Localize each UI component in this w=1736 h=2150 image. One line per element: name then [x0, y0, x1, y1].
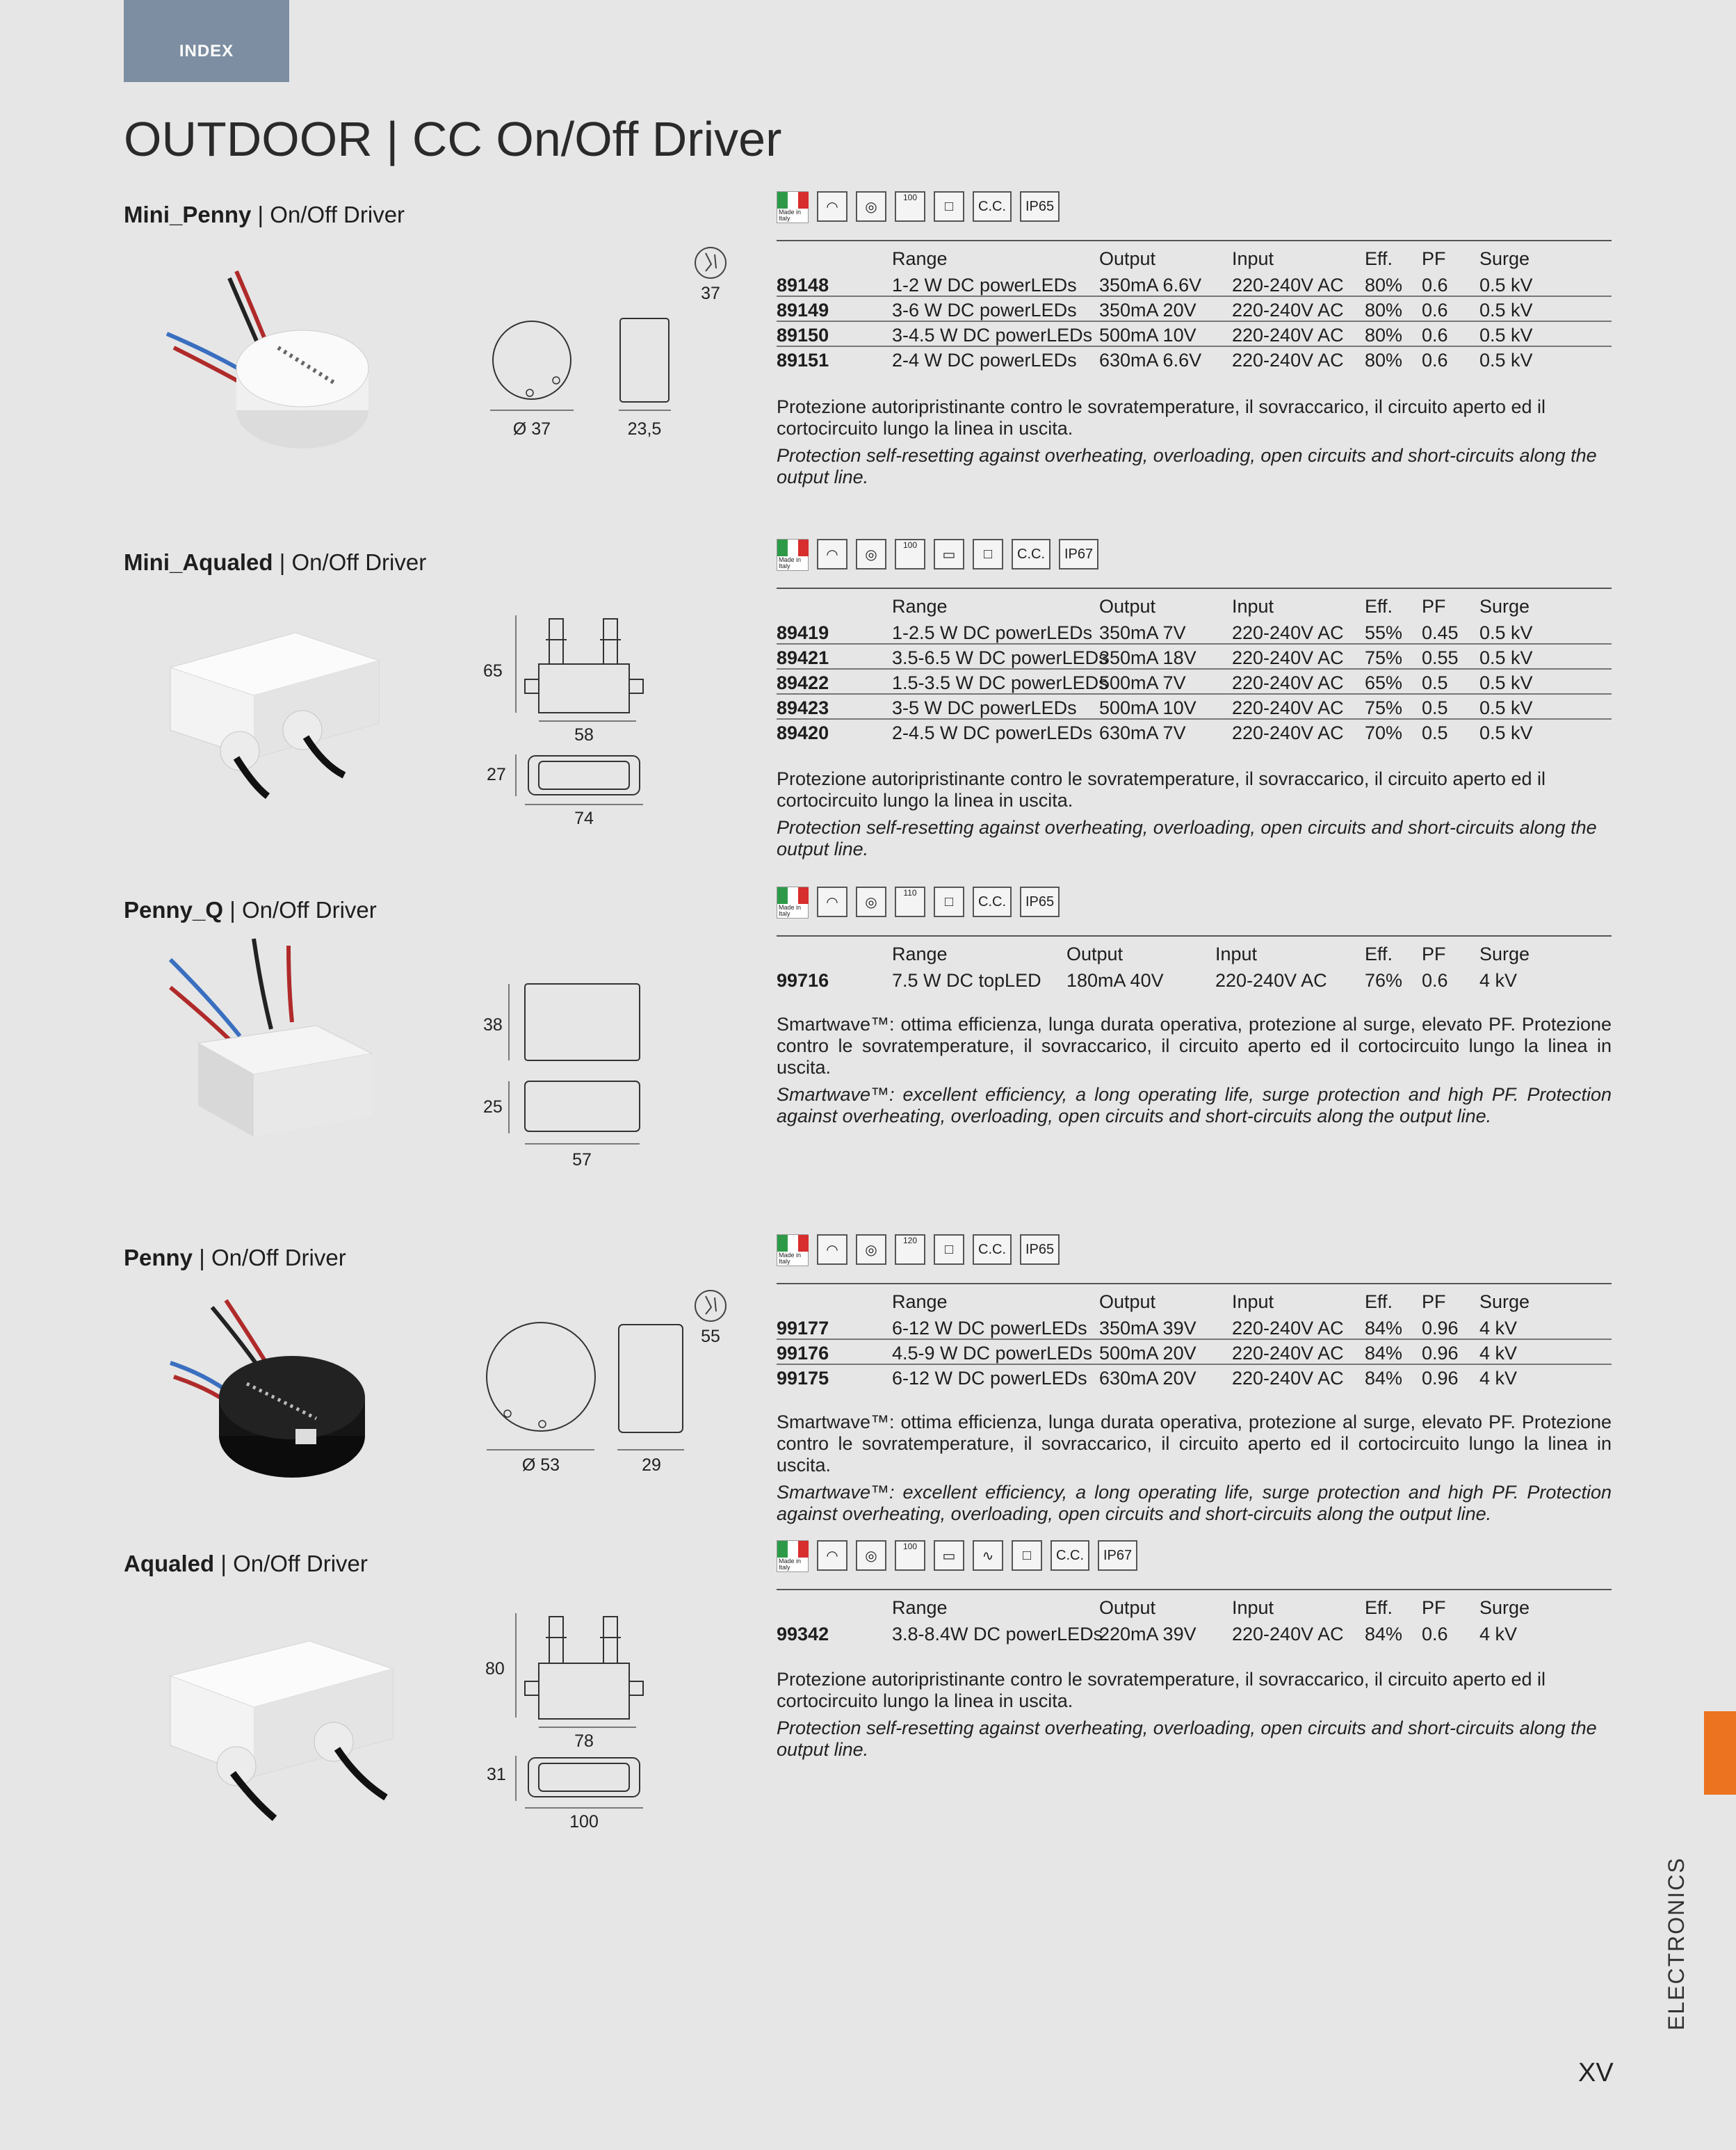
- dimension-drawing: [480, 601, 660, 831]
- cc-icon: C.C.: [973, 1234, 1012, 1265]
- table-row[interactable]: 89422 1.5-3.5 W DC powerLEDs 500mA 7V 220-240V AC 65% 0.5 0.5 kV: [777, 670, 1612, 695]
- dimension-drawing: [480, 1599, 660, 1836]
- certification-icons: [777, 887, 1060, 919]
- dimmer-icon: ◠: [817, 191, 847, 222]
- ip-rating-icon: IP67: [1059, 539, 1098, 569]
- table-row[interactable]: 89419 1-2.5 W DC powerLEDs 350mA 7V 220-240V AC 55% 0.45 0.5 kV: [777, 620, 1612, 645]
- table-header: Range Output Input Eff. PF Surge: [892, 944, 1530, 964]
- double-insulation-icon: □: [934, 887, 964, 917]
- table-header: Range Output Input Eff. PF Surge: [892, 1291, 1530, 1312]
- table-row[interactable]: 89420 2-4.5 W DC powerLEDs 630mA 7V 220-240V AC 70% 0.5 0.5 kV: [777, 722, 1533, 743]
- product-photo: [156, 1286, 386, 1495]
- table-row[interactable]: 99176 4.5-9 W DC powerLEDs 500mA 20V 220-240V AC 84% 0.96 4 kV: [777, 1340, 1612, 1365]
- temperature-icon: 100: [895, 539, 925, 569]
- install-icon: [695, 1291, 726, 1346]
- page-title: OUTDOOR | CC On/Off Driver: [124, 112, 782, 166]
- table-row[interactable]: 89423 3-5 W DC powerLEDs 500mA 10V 220-240V AC 75% 0.5 0.5 kV: [777, 695, 1612, 720]
- product-photo: [156, 619, 393, 800]
- surge-protection-icon: ∿: [973, 1540, 1003, 1571]
- waterproof-icon: ▭: [934, 539, 964, 569]
- cc-icon: C.C.: [1050, 1540, 1089, 1571]
- dimmer-icon: ◠: [817, 539, 847, 569]
- length-label: 57: [572, 1150, 592, 1170]
- product-title: Penny | On/Off Driver: [124, 1245, 346, 1270]
- depth-label: 31: [487, 1765, 506, 1784]
- certification-icons: [777, 539, 1098, 571]
- dimmer-icon: ◠: [817, 887, 847, 917]
- product-photo: [156, 1620, 407, 1822]
- table-row[interactable]: 89421 3.5-6.5 W DC powerLEDs 350mA 18V 220-240V AC 75% 0.55 0.5 kV: [777, 645, 1612, 670]
- table-header: Range Output Input Eff. PF Surge: [892, 248, 1530, 269]
- italy-flag-icon: Made in Italy: [777, 887, 809, 919]
- table-row[interactable]: 99175 6-12 W DC powerLEDs 630mA 20V 220-240V AC 84% 0.96 4 kV: [777, 1368, 1518, 1389]
- height-label: 29: [642, 1455, 661, 1474]
- dimension-drawing: [480, 973, 660, 1175]
- depth-label: 27: [487, 765, 506, 784]
- height-label: 65: [483, 661, 503, 681]
- spec-table: [777, 935, 1612, 992]
- italy-flag-icon: Made in Italy: [777, 1540, 809, 1572]
- double-insulation-icon: □: [1012, 1540, 1042, 1571]
- height-label: 80: [485, 1659, 505, 1679]
- ip-rating-icon: IP67: [1098, 1540, 1137, 1571]
- product-description: Protezione autoripristinante contro le sovratemperature, il sovraccarico, il circuito aperto ed il cortocircuito lungo la linea in uscita. Protection self-resetting against overheating, overloading, open circuits and short-circuits along the output line.: [777, 1669, 1597, 1760]
- double-insulation-icon: □: [973, 539, 1003, 569]
- product-description: Smartwave™: ottima efficienza, lunga durata operativa, protezione al surge, elevato PF. Protezione contro le sovratemperature, il sovraccarico, il circuito aperto ed il cortocircuito lungo la linea in uscita. Smartwave™: excellent efficiency, a long operating life, surge protection and high PF. Protection against overheating, overloading, open circuits and short-circuits along the output line.: [777, 1014, 1612, 1126]
- product-description: Smartwave™: ottima efficienza, lunga durata operativa, protezione al surge, elevato PF. Protezione contro le sovratemperature, il sovraccarico, il circuito aperto ed il cortocircuito lungo la linea in uscita. Smartwave™: excellent efficiency, a long operating life, surge protection and high PF. Protection against overheating, overloading, open circuits and short-circuits along the output line.: [777, 1412, 1612, 1524]
- width-label: 78: [574, 1731, 594, 1751]
- spec-table: [777, 588, 1612, 745]
- cc-icon: C.C.: [973, 191, 1012, 222]
- width-label: 58: [574, 725, 594, 745]
- class-ii-icon: ◎: [856, 191, 886, 222]
- table-row[interactable]: 99716 7.5 W DC topLED 180mA 40V 220-240V AC 76% 0.6 4 kV: [777, 970, 1518, 991]
- cc-icon: C.C.: [973, 887, 1012, 917]
- product-title: Mini_Penny | On/Off Driver: [124, 202, 405, 227]
- italy-flag-icon: Made in Italy: [777, 1234, 809, 1266]
- product-title: Aqualed | On/Off Driver: [124, 1551, 368, 1576]
- depth-label: 25: [483, 1097, 503, 1117]
- category-label: ELECTRONICS: [1664, 1857, 1689, 2030]
- product-photo: [156, 932, 386, 1140]
- install-height-label: 37: [701, 284, 720, 303]
- temperature-icon: 100: [895, 191, 925, 222]
- class-ii-icon: ◎: [856, 539, 886, 569]
- install-icon: [695, 248, 726, 303]
- table-row[interactable]: 99342 3.8-8.4W DC powerLEDs 220mA 39V 220-240V AC 84% 0.6 4 kV: [777, 1624, 1518, 1644]
- dimmer-icon: ◠: [817, 1540, 847, 1571]
- dimension-drawing: [480, 243, 737, 445]
- diameter-label: Ø 53: [521, 1455, 560, 1474]
- temperature-icon: 120: [895, 1234, 925, 1265]
- spec-table: [777, 1283, 1612, 1390]
- page-number: XV: [1578, 2058, 1614, 2087]
- diameter-label: Ø 37: [512, 419, 551, 439]
- table-row[interactable]: 89149 3-6 W DC powerLEDs 350mA 20V 220-240V AC 80% 0.6 0.5 kV: [777, 297, 1612, 322]
- length-label: 74: [574, 809, 594, 828]
- height-label: 23,5: [627, 419, 662, 439]
- product-description: Protezione autoripristinante contro le sovratemperature, il sovraccarico, il circuito aperto ed il cortocircuito lungo la linea in uscita. Protection self-resetting against overheating, overloading, open circuits and short-circuits along the output line.: [777, 768, 1597, 859]
- waterproof-icon: ▭: [934, 1540, 964, 1571]
- product-title: Mini_Aqualed | On/Off Driver: [124, 549, 427, 575]
- certification-icons: [777, 1234, 1060, 1266]
- italy-flag-icon: Made in Italy: [777, 191, 809, 223]
- product-photo: [153, 250, 382, 459]
- dimension-drawing: [480, 1286, 737, 1474]
- certification-icons: [777, 191, 1060, 223]
- table-row[interactable]: 99177 6-12 W DC powerLEDs 350mA 39V 220-240V AC 84% 0.96 4 kV: [777, 1315, 1612, 1340]
- ip-rating-icon: IP65: [1020, 887, 1060, 917]
- italy-flag-icon: Made in Italy: [777, 539, 809, 571]
- temperature-icon: 100: [895, 1540, 925, 1571]
- double-insulation-icon: □: [934, 1234, 964, 1265]
- table-header: Range Output Input Eff. PF Surge: [892, 596, 1530, 617]
- class-ii-icon: ◎: [856, 1234, 886, 1265]
- section-marker: [1704, 1711, 1736, 1795]
- ip-rating-icon: IP65: [1020, 191, 1060, 222]
- table-header: Range Output Input Eff. PF Surge: [892, 1597, 1530, 1618]
- table-row[interactable]: 89148 1-2 W DC powerLEDs 350mA 6.6V 220-240V AC 80% 0.6 0.5 kV: [777, 272, 1612, 297]
- table-row[interactable]: 89151 2-4 W DC powerLEDs 630mA 6.6V 220-240V AC 80% 0.6 0.5 kV: [777, 350, 1533, 371]
- install-height-label: 55: [701, 1327, 720, 1346]
- ip-rating-icon: IP65: [1020, 1234, 1060, 1265]
- table-row[interactable]: 89150 3-4.5 W DC powerLEDs 500mA 10V 220-240V AC 80% 0.6 0.5 kV: [777, 322, 1612, 347]
- class-ii-icon: ◎: [856, 887, 886, 917]
- temperature-icon: 110: [895, 887, 925, 917]
- spec-table: [777, 240, 1612, 372]
- index-tab[interactable]: INDEX: [124, 0, 289, 82]
- class-ii-icon: ◎: [856, 1540, 886, 1571]
- product-description: Protezione autoripristinante contro le sovratemperature, il sovraccarico, il circuito aperto ed il cortocircuito lungo la linea in uscita. Protection self-resetting against overheating, overloading, open circuits and short-circuits along the output line.: [777, 396, 1597, 487]
- product-title: Penny_Q | On/Off Driver: [124, 897, 377, 923]
- height-label: 38: [483, 1015, 503, 1035]
- dimmer-icon: ◠: [817, 1234, 847, 1265]
- spec-table: [777, 1589, 1612, 1646]
- length-label: 100: [569, 1812, 599, 1832]
- double-insulation-icon: □: [934, 191, 964, 222]
- certification-icons: [777, 1540, 1137, 1572]
- cc-icon: C.C.: [1012, 539, 1050, 569]
